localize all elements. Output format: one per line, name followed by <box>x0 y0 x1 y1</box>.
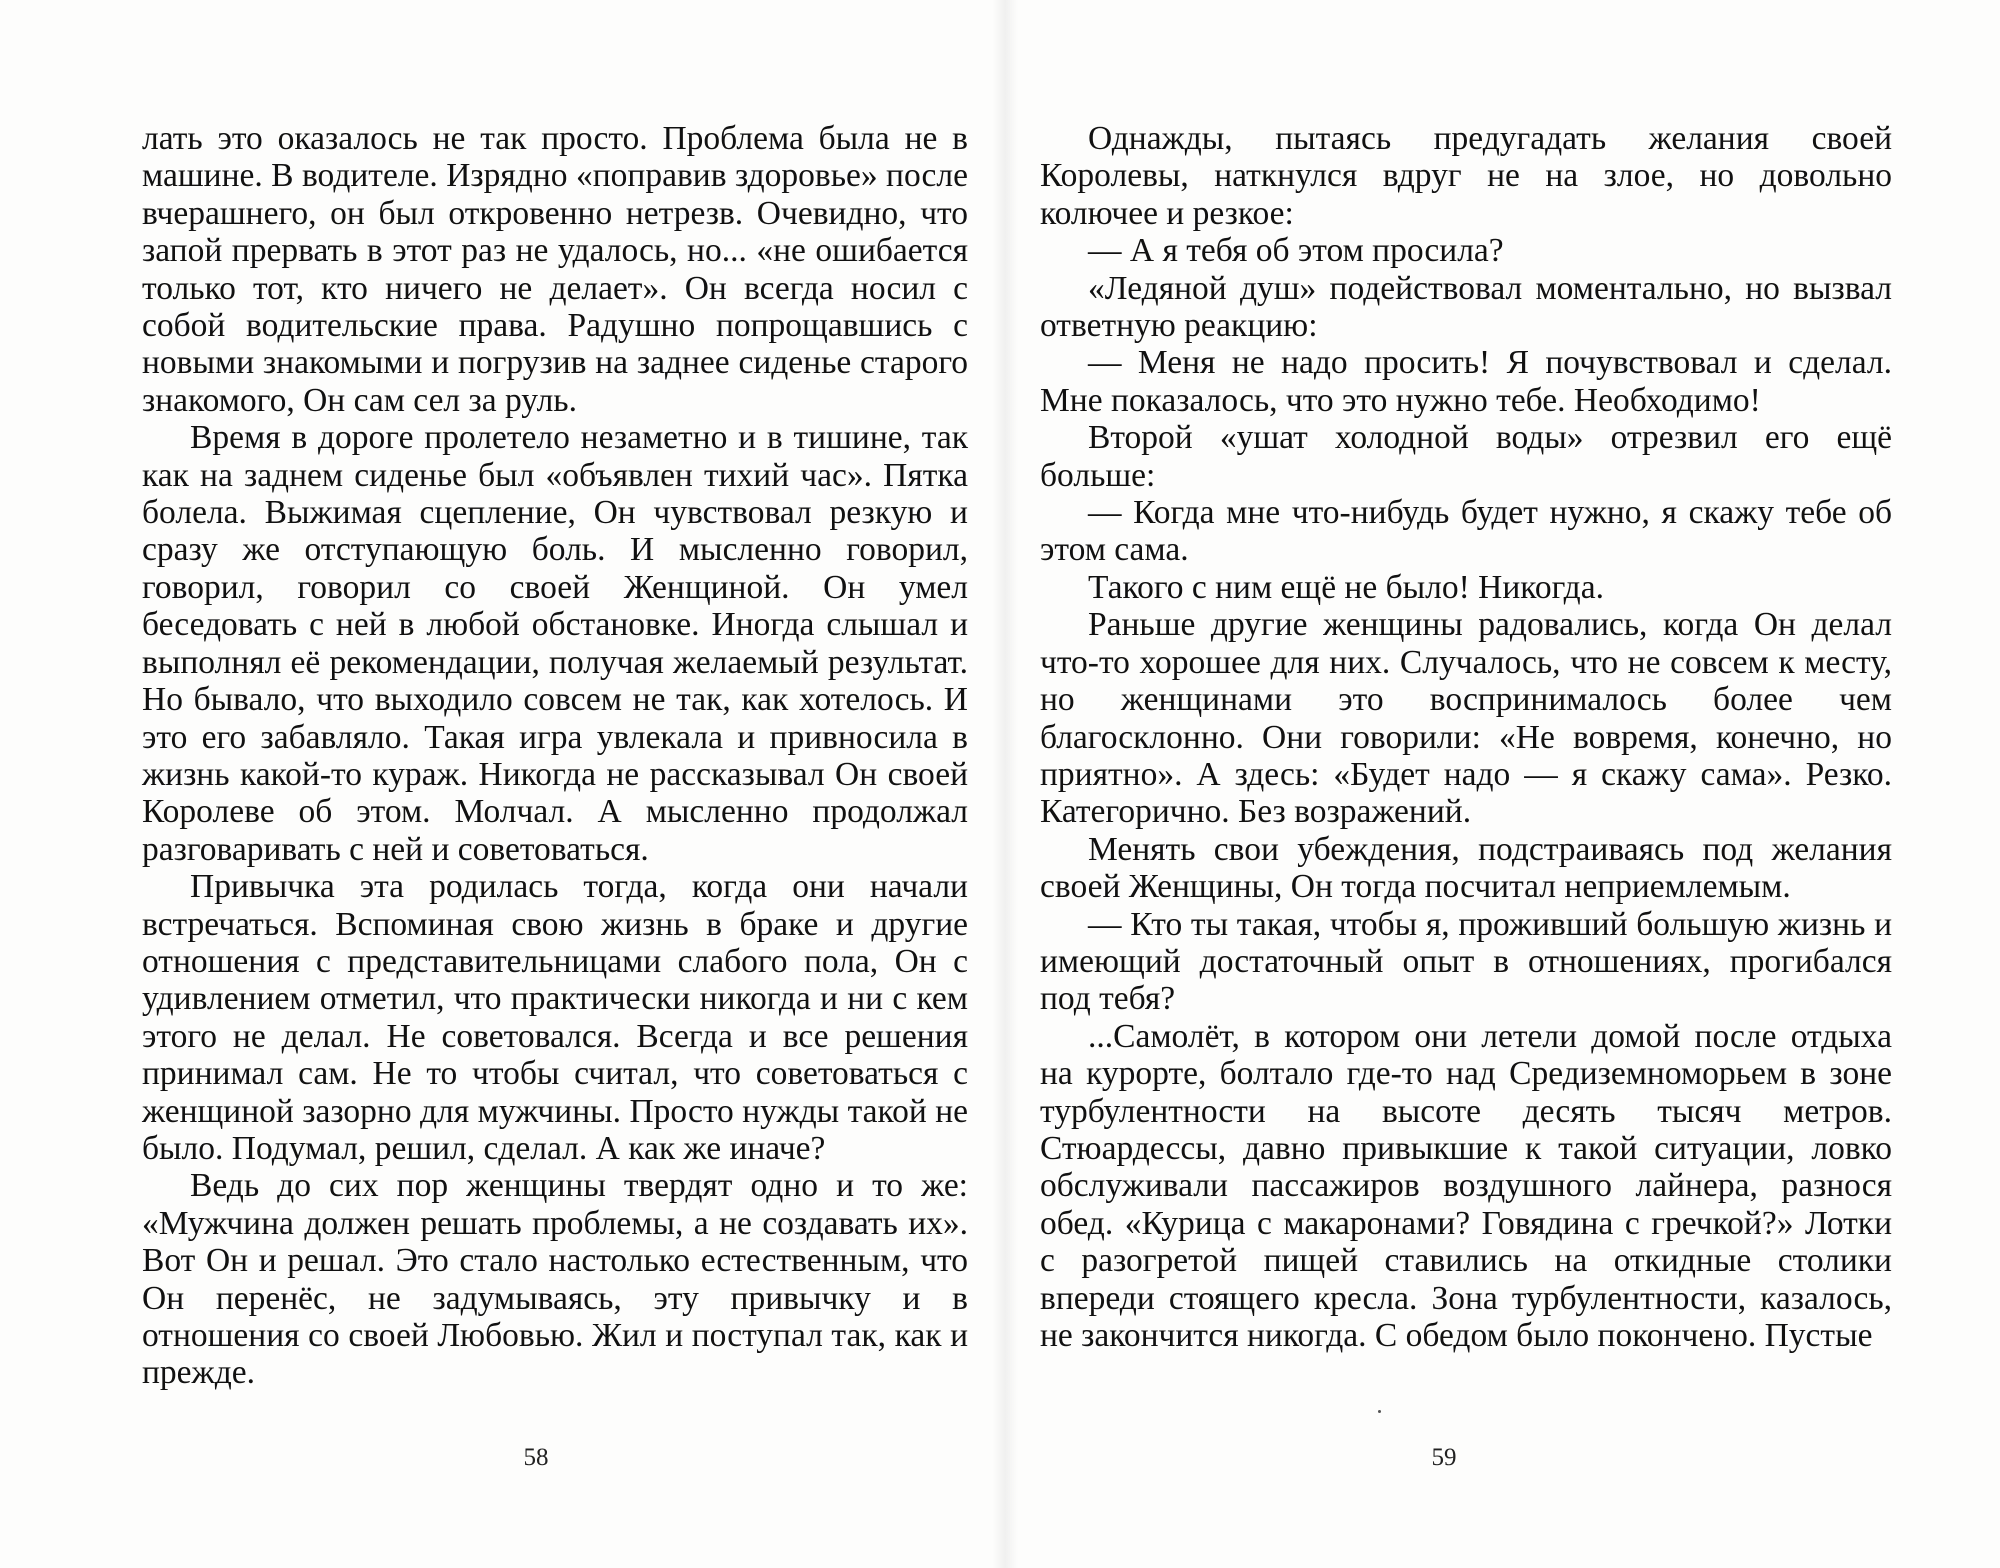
left-paragraph-3: Привычка эта родилась тогда, когда они начали встречаться. Вспоминая свою жизнь в браке и другие отношения с представительницами слабого пола, Он с удивлением отметил, что практически никогда и ни с кем этого не делал. Не советовался. Всегда и все решения принимал сам. Не то чтобы считал, что советоваться с женщиной зазорно для мужчины. Просто нужды такой не было. Подумал, решил, сделал. А как же иначе? <box>142 868 968 1167</box>
right-paragraph-11: ...Самолёт, в котором они летели домой после отдыха на курорте, болтало где-то над Средиземноморьем в зоне турбулентности на высоте десять тысяч метров. Стюардессы, давно привыкшие к такой ситуации, ловко обслуживали пассажиров воздушного лайнера, разнося обед. «Курица с макаронами? Говядина с гречкой?» Лотки с разогретой пищей ставились на откидные столики впереди стоящего кресла. Зона турбулентности, казалось, не закончится никогда. С обедом было покончено. Пустые <box>1040 1017 1892 1354</box>
left-paragraph-1: лать это оказалось не так просто. Проблема была не в машине. В водителе. Изрядно «поправив здоровье» после вчерашнего, он был откровенно нетрезв. Очевидно, что запой прервать в этот раз не удалось, но... «не ошибается только тот, кто ничего не делает». Он всегда носил с собой водительские права. Радушно попрощавшись с новыми знакомыми и погрузив на заднее сиденье старого знакомого, Он сам сел за руль. <box>142 120 968 419</box>
page-number-left: 58 <box>523 1444 549 1471</box>
book-gutter <box>992 0 1018 1568</box>
right-paragraph-8: Раньше другие женщины радовались, когда Он делал что-то хорошее для них. Случалось, что не совсем к месту, но женщинами это воспринималось более чем благосклонно. Они говорили: «Не вовремя, конечно, но приятно». А здесь: «Будет надо — я скажу сама». Резко. Категорично. Без возражений. <box>1040 606 1892 831</box>
right-paragraph-3: «Ледяной душ» подействовал моментально, но вызвал ответную реакцию: <box>1040 269 1892 345</box>
left-page-text <box>142 120 968 1392</box>
right-paragraph-6: — Когда мне что-нибудь будет нужно, я скажу тебе об этом сама. <box>1040 494 1892 569</box>
print-speck <box>1378 1410 1381 1413</box>
right-paragraph-4: — Меня не надо просить! Я почувствовал и сделал. Мне показалось, что это нужно тебе. Необходимо! <box>1040 344 1892 419</box>
right-paragraph-7: Такого с ним ещё не было! Никогда. <box>1088 568 1604 606</box>
left-paragraph-2: Время в дороге пролетело незаметно и в тишине, так как на заднем сиденье был «объявлен тихий час». Пятка болела. Выжимая сцепление, Он чувствовал резкую и сразу же отступающую боль. И мысленно говорил, говорил, говорил со своей Женщиной. Он умел беседовать с ней в любой обстановке. Иногда слышал и выполнял её рекомендации, получая желаемый результат. Но бывало, что выходило совсем не так, как хотелось. И это его забавляло. Такая игра увлекала и привносила в жизнь какой-то кураж. Никогда не рассказывал Он своей Королеве об этом. Молчал. А мысленно продолжал разговаривать с ней и советоваться. <box>142 419 968 868</box>
right-paragraph-5: Второй «ушат холодной воды» отрезвил его ещё больше: <box>1040 419 1892 494</box>
right-paragraph-9: Менять свои убеждения, подстраиваясь под желания своей Женщины, Он тогда посчитал неприемлемым. <box>1040 830 1892 906</box>
left-paragraph-4: Ведь до сих пор женщины твердят одно и то же: «Мужчина должен решать проблемы, а не создавать их». Вот Он и решал. Это стало настолько естественным, что Он перенёс, не задумываясь, эту привычку и в отношения со своей Любовью. Жил и поступал так, как и прежде. <box>142 1167 968 1392</box>
right-page-text <box>1040 120 1892 1354</box>
right-paragraph-2: — А я тебя об этом просила? <box>1088 232 1504 270</box>
right-paragraph-1: Однажды, пытаясь предугадать желания своей Королевы, наткнулся вдруг не на злое, но довольно колючее и резкое: <box>1040 120 1892 232</box>
page-number-right: 59 <box>1431 1444 1457 1471</box>
right-paragraph-10: — Кто ты такая, чтобы я, проживший большую жизнь и имеющий достаточный опыт в отношениях, прогибался под тебя? <box>1040 905 1892 1018</box>
